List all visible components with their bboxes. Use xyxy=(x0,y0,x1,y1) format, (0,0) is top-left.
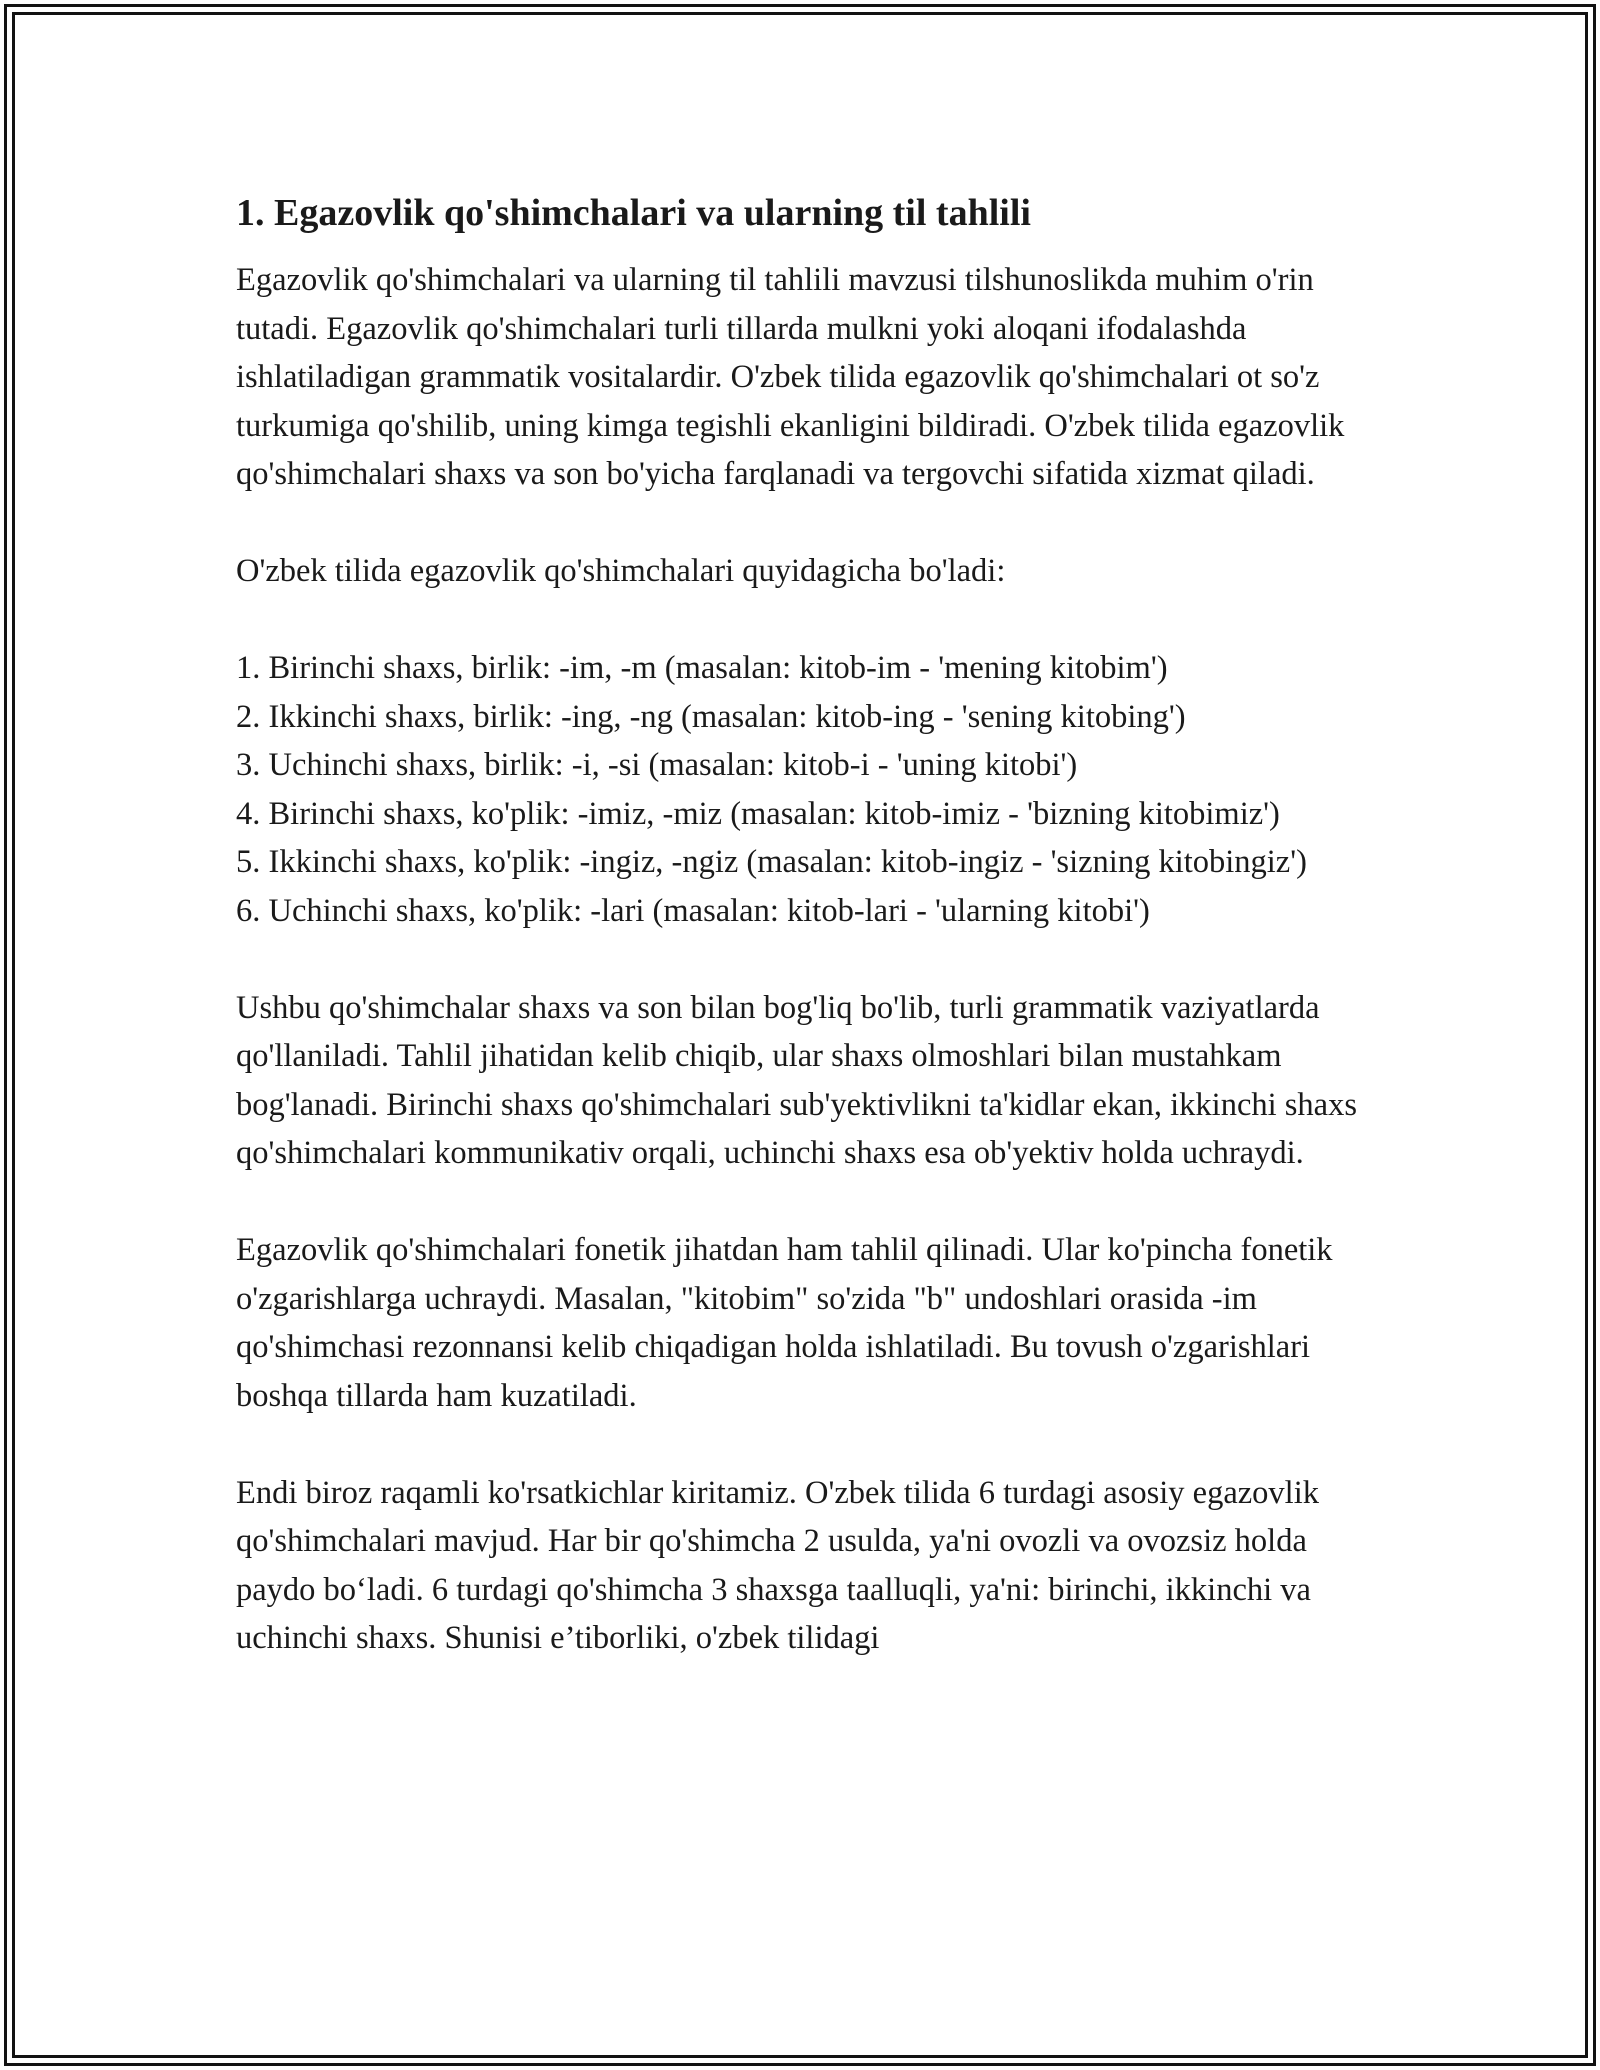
section-heading: 1. Egazovlik qo'shimchalari va ularning til tahlili xyxy=(236,192,1031,234)
usage-paragraph: Ushbu qo'shimchalar shaxs va son bilan bog'liq bo'lib, turli grammatik vaziyatlarda qo'llaniladi. Tahlil jihatidan kelib chiqib, ular shaxs olmoshlari bilan mustahkam bog'lanadi. Birinchi shaxs qo'shimchalari sub'yektivlikni ta'kidlar ekan, ikkinchi shaxs qo'shimchalari kommunikativ orqali, uchinchi shaxs esa ob'yektiv holda uchraydi. xyxy=(236,989,1357,1171)
list-item: 5. Ikkinchi shaxs, ko'plik: -ingiz, -ngiz (masalan: kitob-ingiz - 'sizning kitobingiz') xyxy=(236,844,1307,880)
suffix-list xyxy=(236,644,1376,935)
intro-paragraph: Egazovlik qo'shimchalari va ularning til tahlili mavzusi tilshunoslikda muhim o'rin tutadi. Egazovlik qo'shimchalari turli tillarda mulkni yoki aloqani ifodalashda ishlatiladigan grammatik vositalardir. O'zbek tilida egazovlik qo'shimchalari ot so'z turkumiga qo'shilib, uning kimga tegishli ekanligini bildiradi. O'zbek tilida egazovlik qo'shimchalari shaxs va son bo'yicha farqlanadi va tergovchi sifatida xizmat qiladi. xyxy=(236,262,1345,492)
list-item: 6. Uchinchi shaxs, ko'plik: -lari (masalan: kitob-lari - 'ularning kitobi') xyxy=(236,892,1150,929)
list-item: 2. Ikkinchi shaxs, birlik: -ing, -ng (masalan: kitob-ing - 'sening kitobing') xyxy=(236,698,1186,735)
list-intro-paragraph: O'zbek tilida egazovlik qo'shimchalari quyidagicha bo'ladi: xyxy=(236,553,1006,589)
list-item: 1. Birinchi shaxs, birlik: -im, -m (masalan: kitob-im - 'mening kitobim') xyxy=(236,650,1168,686)
list-item: 4. Birinchi shaxs, ko'plik: -imiz, -miz (masalan: kitob-imiz - 'bizning kitobimiz') xyxy=(236,795,1280,832)
numbers-paragraph: Endi biroz raqamli ko'rsatkichlar kiritamiz. O'zbek tilida 6 turdagi asosiy egazovlik qo'shimchalari mavjud. Har bir qo'shimcha 2 usulda, ya'ni ovozli va ovozsiz holda paydo bo‘ladi. 6 turdagi qo'shimcha 3 shaxsga taalluqli, ya'ni: birinchi, ikkinchi va uchinchi shaxs. Shunisi e’tiborliki, o'zbek tilidagi xyxy=(236,1474,1319,1656)
phonetic-paragraph: Egazovlik qo'shimchalari fonetik jihatdan ham tahlil qilinadi. Ular ko'pincha fonetik o'zgarishlarga uchraydi. Masalan, "kitobim" so'zida "b" undoshlari orasida -im qo'shimchasi rezonnansi kelib chiqadigan holda ishlatiladi. Bu tovush o'zgarishlari boshqa tillarda ham kuzatiladi. xyxy=(236,1232,1333,1414)
document-body xyxy=(236,188,1376,1711)
list-item: 3. Uchinchi shaxs, birlik: -i, -si (masalan: kitob-i - 'uning kitobi') xyxy=(236,747,1078,783)
